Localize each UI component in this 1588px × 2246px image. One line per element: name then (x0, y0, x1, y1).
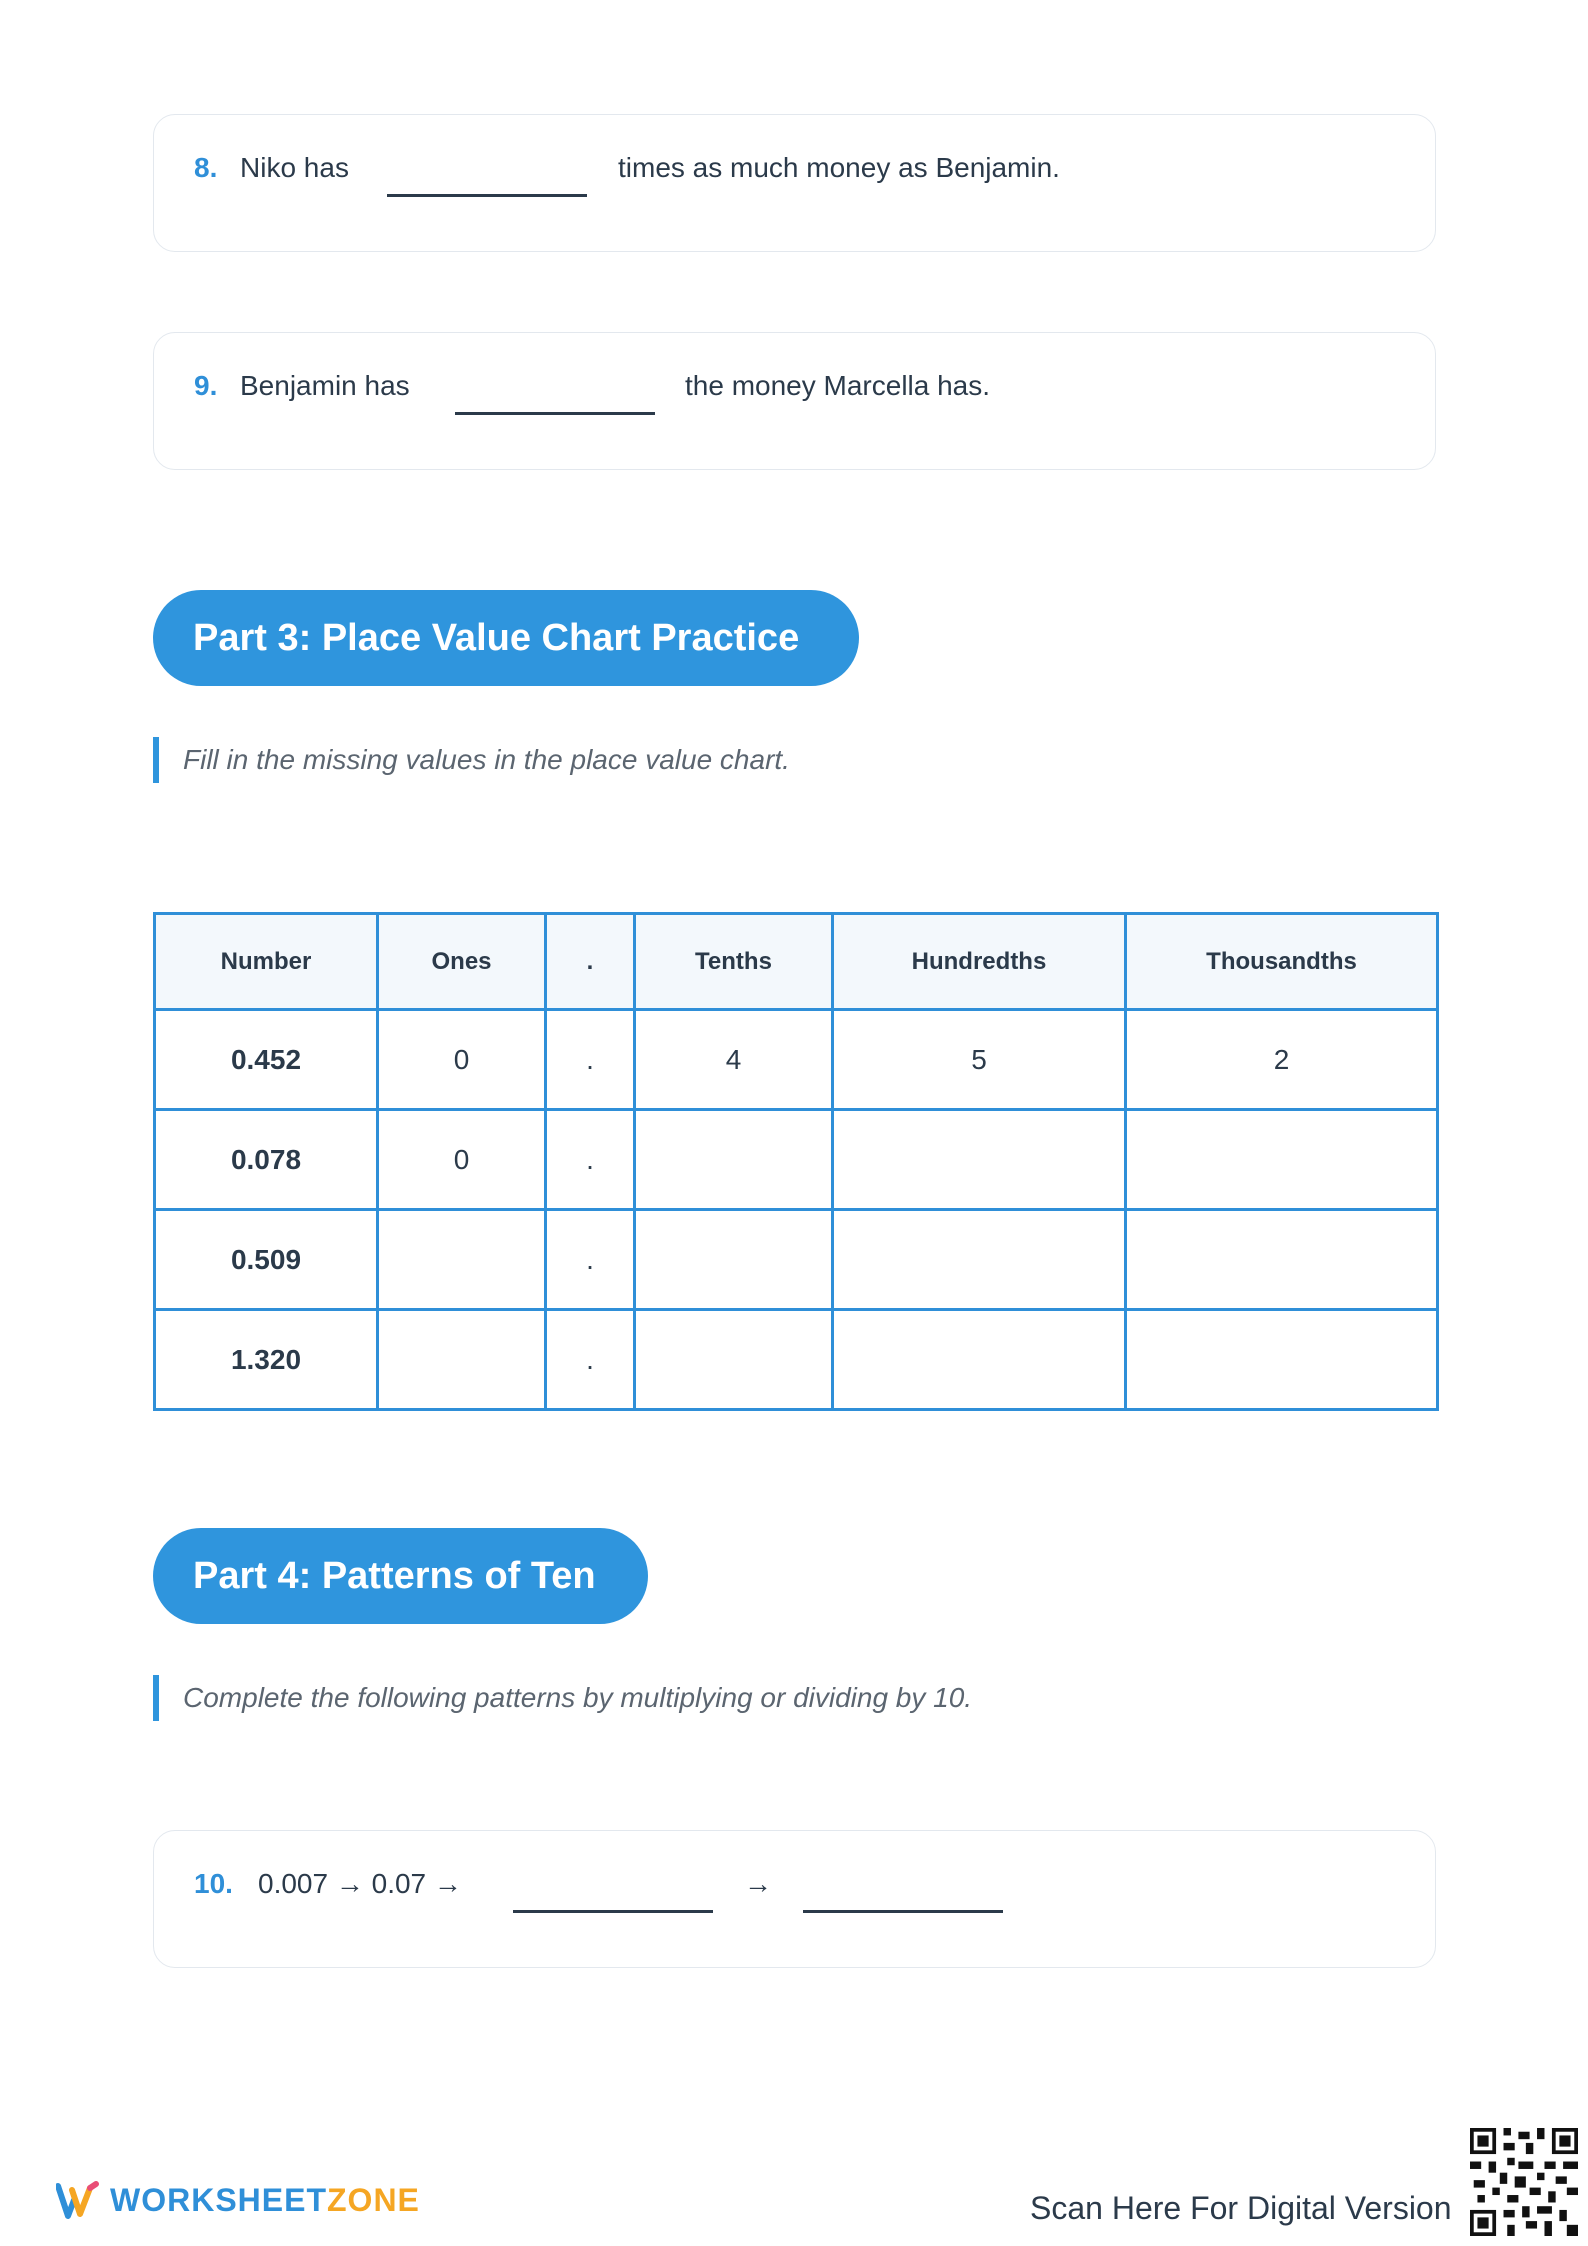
pattern-arrow: → (744, 1868, 772, 1899)
cell-hundredths[interactable] (833, 1310, 1126, 1410)
instruction-text: Complete the following patterns by multiplying or dividing by 10. (183, 1682, 973, 1713)
question-text-before: Benjamin has (240, 370, 410, 401)
table-row (155, 1010, 1438, 1110)
question-card-8 (153, 114, 1436, 252)
question-number: 10. (194, 1868, 233, 1899)
table-header-row (155, 914, 1438, 1010)
question-text-after: the money Marcella has. (685, 370, 991, 401)
header-tenths: Tenths (635, 914, 833, 1010)
cell-ones: 0 (378, 1110, 546, 1210)
cell-thousandths[interactable] (1126, 1110, 1438, 1210)
cell-hundredths: 5 (833, 1010, 1126, 1110)
cell-ones[interactable] (378, 1310, 546, 1410)
part3-title: Part 3: Place Value Chart Practice (153, 590, 859, 686)
cell-tenths[interactable] (635, 1110, 833, 1210)
question-text-after: times as much money as Benjamin. (618, 152, 1060, 183)
cell-decimal-point: . (546, 1010, 635, 1110)
header-thousandths: Thousandths (1126, 914, 1438, 1010)
cell-hundredths[interactable] (833, 1110, 1126, 1210)
cell-decimal-point: . (546, 1110, 635, 1210)
cell-number: 0.509 (155, 1210, 378, 1310)
qr-code-icon[interactable] (1470, 2128, 1578, 2236)
header-hundredths: Hundredths (833, 914, 1126, 1010)
cell-thousandths: 2 (1126, 1010, 1438, 1110)
answer-blank[interactable] (803, 1910, 1003, 1913)
answer-blank[interactable] (455, 412, 655, 415)
header-decimal-point: . (546, 914, 635, 1010)
instruction-text: Fill in the missing values in the place value chart. (183, 744, 790, 775)
part3-instruction (153, 737, 790, 783)
worksheetzone-logo-icon (56, 2180, 100, 2220)
cell-number: 0.078 (155, 1110, 378, 1210)
part4-title: Part 4: Patterns of Ten (153, 1528, 648, 1624)
worksheetzone-logo[interactable] (56, 2180, 420, 2220)
scan-here-text: Scan Here For Digital Version (1030, 2190, 1452, 2226)
question-card-9 (153, 332, 1436, 470)
cell-tenths: 4 (635, 1010, 833, 1110)
cell-ones[interactable] (378, 1210, 546, 1310)
pattern-sequence: 0.007 → 0.07 → (258, 1868, 462, 1899)
place-value-table (153, 912, 1439, 1411)
cell-decimal-point: . (546, 1210, 635, 1310)
cell-tenths[interactable] (635, 1310, 833, 1410)
table-row (155, 1110, 1438, 1210)
answer-blank[interactable] (387, 194, 587, 197)
cell-number: 1.320 (155, 1310, 378, 1410)
question-number: 8. (194, 152, 218, 183)
cell-hundredths[interactable] (833, 1210, 1126, 1310)
cell-ones: 0 (378, 1010, 546, 1110)
cell-number: 0.452 (155, 1010, 378, 1110)
header-ones: Ones (378, 914, 546, 1010)
cell-thousandths[interactable] (1126, 1210, 1438, 1310)
instruction-accent-bar (153, 1675, 159, 1721)
table-row (155, 1210, 1438, 1310)
brand-name: WORKSHEETZONE (110, 2181, 420, 2218)
instruction-accent-bar (153, 737, 159, 783)
cell-thousandths[interactable] (1126, 1310, 1438, 1410)
question-text-before: Niko has (240, 152, 349, 183)
cell-decimal-point: . (546, 1310, 635, 1410)
part4-instruction (153, 1675, 972, 1721)
table-row (155, 1310, 1438, 1410)
question-card-10 (153, 1830, 1436, 1968)
question-number: 9. (194, 370, 218, 401)
header-number: Number (155, 914, 378, 1010)
cell-tenths[interactable] (635, 1210, 833, 1310)
answer-blank[interactable] (513, 1910, 713, 1913)
